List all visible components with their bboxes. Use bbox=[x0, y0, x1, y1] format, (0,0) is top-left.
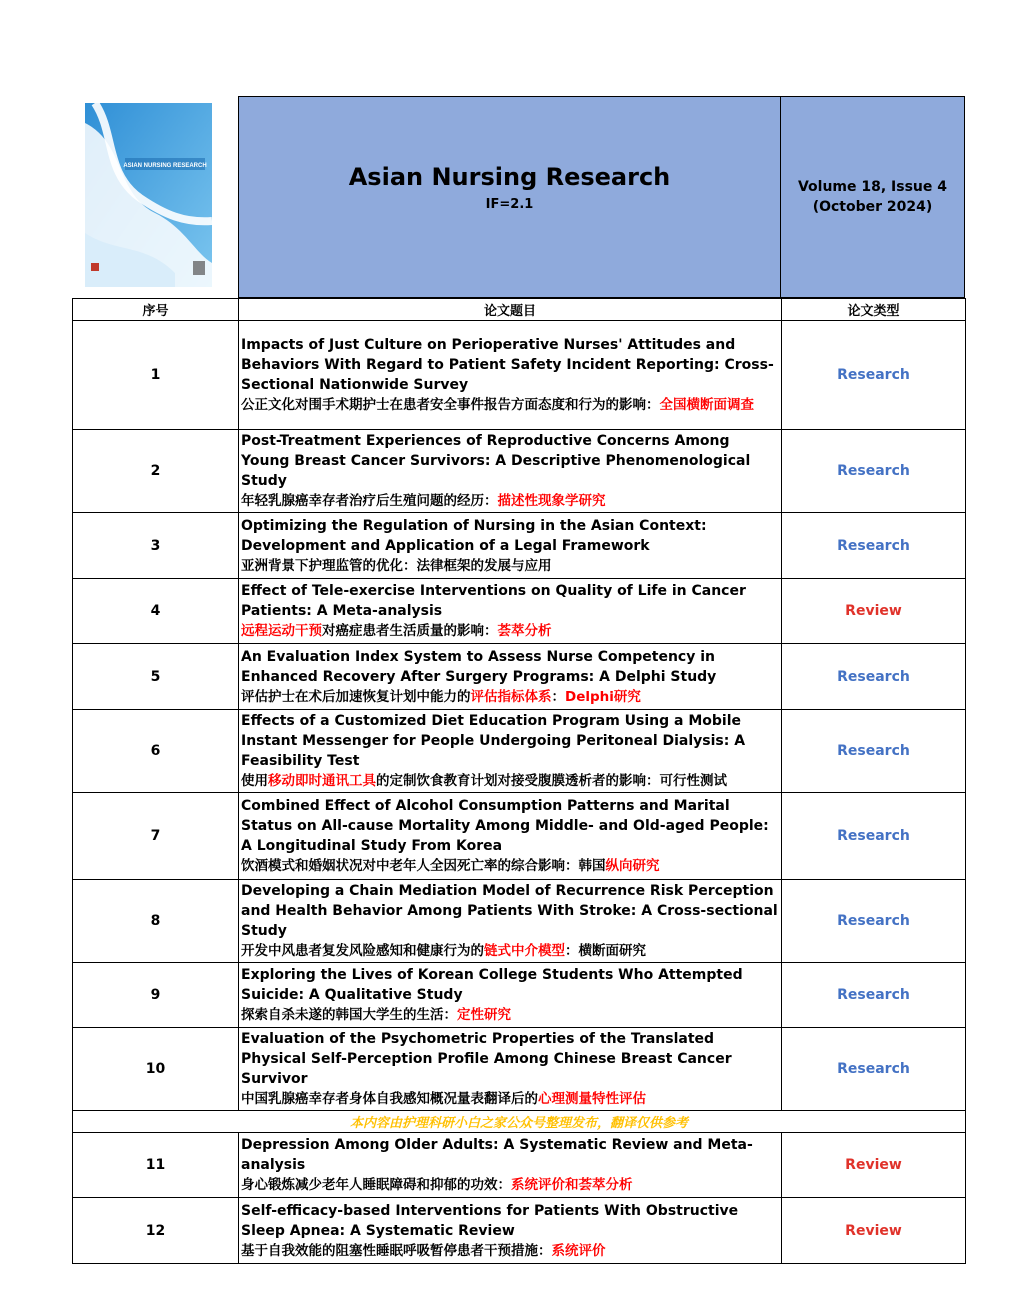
title-chinese-highlight: 链式中介模型 bbox=[484, 943, 565, 959]
journal-header bbox=[238, 96, 781, 298]
title-chinese-highlight: 荟萃分析 bbox=[497, 623, 552, 639]
issue-date: (October 2024) bbox=[812, 199, 933, 215]
title-chinese-highlight: 评估指标体系 bbox=[470, 688, 552, 705]
title-english: Depression Among Older Adults: A Systematic Review and Meta-analysis bbox=[241, 1137, 753, 1173]
title-chinese-segment: 开发中风患者复发风险感知和健康行为的 bbox=[241, 943, 484, 959]
title-chinese-highlight: 移动即时通讯工具 bbox=[268, 773, 376, 789]
row-number: 5 bbox=[73, 644, 239, 710]
title-chinese-segment: 中国乳腺癌幸存者身体自我感知概况量表翻译后的 bbox=[241, 1091, 538, 1107]
title-chinese-highlight: 描述性现象学研究 bbox=[497, 493, 606, 509]
title-chinese-segment: 饮酒模式和婚姻状况对中老年人全因死亡率的综合影响：韩国 bbox=[241, 858, 606, 874]
title-chinese-segment: ：横断面研究 bbox=[565, 943, 646, 959]
article-title bbox=[239, 963, 782, 1028]
table-row bbox=[73, 963, 966, 1028]
article-title bbox=[239, 1028, 782, 1111]
article-type: Research bbox=[782, 963, 966, 1028]
article-title bbox=[239, 644, 782, 710]
title-english: Exploring the Lives of Korean College Students Who Attempted Suicide: A Qualitative Study bbox=[241, 967, 743, 1003]
title-english: Evaluation of the Psychometric Properties of the Translated Physical Self-Perception Profile Among Chinese Breast Cancer Survivor bbox=[241, 1031, 732, 1087]
row-number: 12 bbox=[73, 1198, 239, 1264]
title-chinese bbox=[241, 687, 779, 707]
article-type: Review bbox=[782, 1133, 966, 1198]
table-row bbox=[73, 513, 966, 579]
table-row bbox=[73, 321, 966, 430]
title-chinese-highlight: 定性研究 bbox=[457, 1007, 511, 1023]
row-number: 10 bbox=[73, 1028, 239, 1111]
title-chinese bbox=[241, 856, 779, 876]
title-chinese bbox=[241, 1005, 779, 1025]
article-type: Research bbox=[782, 513, 966, 579]
title-chinese bbox=[241, 621, 779, 641]
row-number: 7 bbox=[73, 793, 239, 880]
notice-row bbox=[73, 1111, 966, 1133]
row-number: 6 bbox=[73, 710, 239, 793]
volume-issue: Volume 18, Issue 4 bbox=[797, 179, 948, 195]
title-chinese bbox=[241, 771, 779, 791]
row-number: 3 bbox=[73, 513, 239, 579]
row-number: 11 bbox=[73, 1133, 239, 1198]
title-chinese-segment: 年轻乳腺癌幸存者治疗后生殖问题的经历： bbox=[241, 493, 498, 509]
title-chinese-segment: ： bbox=[551, 688, 565, 705]
title-chinese bbox=[241, 491, 779, 511]
cover-title: ASIAN NURSING RESEARCH bbox=[123, 163, 207, 169]
table-row bbox=[73, 579, 966, 644]
article-title bbox=[239, 321, 782, 430]
table-row bbox=[73, 644, 966, 710]
title-english: Impacts of Just Culture on Perioperative Nurses' Attitudes and Behaviors With Regard to Patient Safety Incident Reporting: Cross-Sectional Nationwide Survey bbox=[241, 337, 774, 393]
title-chinese-highlight: 全国横断面调查 bbox=[659, 397, 754, 413]
row-number: 1 bbox=[73, 321, 239, 430]
title-chinese bbox=[241, 1175, 779, 1195]
title-english: Self-efficacy-based Interventions for Patients With Obstructive Sleep Apnea: A Systematic Review bbox=[241, 1202, 739, 1239]
article-title bbox=[239, 430, 782, 513]
table-header-row bbox=[73, 299, 966, 321]
table-row bbox=[73, 1198, 966, 1264]
impact-factor: IF=2.1 bbox=[485, 197, 534, 212]
table-row bbox=[73, 710, 966, 793]
journal-cover bbox=[85, 103, 212, 287]
title-chinese-segment: 身心锻炼减少老年人睡眠障碍和抑郁的功效： bbox=[241, 1177, 511, 1193]
title-english: Effect of Tele-exercise Interventions on Quality of Life in Cancer Patients: A Meta-analysis bbox=[241, 583, 746, 619]
journal-cover-art bbox=[85, 103, 212, 287]
title-chinese bbox=[241, 395, 779, 415]
article-type: Review bbox=[782, 1198, 966, 1264]
article-type: Research bbox=[782, 710, 966, 793]
article-table bbox=[72, 298, 966, 1264]
volume-info bbox=[781, 96, 965, 298]
header-number: 序号 bbox=[73, 299, 239, 321]
title-chinese-segment: 的定制饮食教育计划对接受腹膜透析者的影响：可行性测试 bbox=[376, 773, 727, 789]
article-title bbox=[239, 880, 782, 963]
title-chinese bbox=[241, 941, 779, 961]
title-chinese bbox=[241, 1089, 779, 1109]
row-number: 2 bbox=[73, 430, 239, 513]
title-chinese-highlight: 系统评价 bbox=[551, 1242, 606, 1259]
article-type: Research bbox=[782, 880, 966, 963]
title-english: Developing a Chain Mediation Model of Recurrence Risk Perception and Health Behavior Among Patients With Stroke: A Cross-sectional Study bbox=[241, 883, 778, 939]
article-type: Review bbox=[782, 579, 966, 644]
row-number: 4 bbox=[73, 579, 239, 644]
article-type: Research bbox=[782, 430, 966, 513]
table-row bbox=[73, 1028, 966, 1111]
article-title bbox=[239, 513, 782, 579]
title-chinese-highlight: Delphi研究 bbox=[565, 688, 641, 705]
title-chinese-segment: 对癌症患者生活质量的影响： bbox=[322, 623, 498, 639]
article-title bbox=[239, 710, 782, 793]
article-title bbox=[239, 1198, 782, 1264]
article-title bbox=[239, 1133, 782, 1198]
title-chinese-segment: 亚洲背景下护理监管的优化：法律框架的发展与应用 bbox=[241, 557, 552, 574]
article-type: Research bbox=[782, 1028, 966, 1111]
article-title bbox=[239, 793, 782, 880]
table-row bbox=[73, 1133, 966, 1198]
title-english: Effects of a Customized Diet Education Program Using a Mobile Instant Messenger for People Undergoing Peritoneal Dialysis: A Feasibility Test bbox=[241, 713, 746, 769]
article-type: Research bbox=[782, 644, 966, 710]
row-number: 8 bbox=[73, 880, 239, 963]
title-chinese-segment: 探索自杀未遂的韩国大学生的生活： bbox=[241, 1007, 457, 1023]
title-chinese-highlight: 心理测量特性评估 bbox=[538, 1091, 646, 1107]
title-chinese-segment: 基于自我效能的阻塞性睡眠呼吸暂停患者干预措施： bbox=[241, 1242, 552, 1259]
title-english: Combined Effect of Alcohol Consumption Patterns and Marital Status on All-cause Mortality Among Middle- and Old-aged People: A Longitudinal Study From Korea bbox=[241, 798, 769, 854]
journal-name: Asian Nursing Research bbox=[348, 163, 671, 191]
title-chinese-highlight: 纵向研究 bbox=[605, 858, 660, 874]
header-title: 论文题目 bbox=[239, 299, 782, 321]
title-english: Optimizing the Regulation of Nursing in the Asian Context: Development and Application of a Legal Framework bbox=[241, 517, 707, 554]
row-number: 9 bbox=[73, 963, 239, 1028]
table-row bbox=[73, 793, 966, 880]
title-chinese-highlight: 远程运动干预 bbox=[241, 623, 322, 639]
title-english: Post-Treatment Experiences of Reproductive Concerns Among Young Breast Cancer Survivors: A Descriptive Phenomenological Study bbox=[241, 433, 751, 489]
title-chinese-highlight: 系统评价和荟萃分析 bbox=[511, 1177, 633, 1193]
notice-text: 本内容由护理科研小白之家公众号整理发布，翻译仅供参考 bbox=[73, 1111, 966, 1133]
header-type: 论文类型 bbox=[782, 299, 966, 321]
title-chinese-segment: 评估护士在术后加速恢复计划中能力的 bbox=[241, 688, 471, 705]
article-type: Research bbox=[782, 793, 966, 880]
table-row bbox=[73, 430, 966, 513]
title-chinese bbox=[241, 1241, 779, 1261]
title-chinese-segment: 公正文化对围手术期护士在患者安全事件报告方面态度和行为的影响： bbox=[241, 397, 660, 413]
article-title bbox=[239, 579, 782, 644]
table-row bbox=[73, 880, 966, 963]
title-chinese-segment: 使用 bbox=[241, 773, 268, 789]
title-english: An Evaluation Index System to Assess Nurse Competency in Enhanced Recovery After Surgery Programs: A Delphi Study bbox=[241, 648, 717, 685]
title-chinese bbox=[241, 556, 779, 576]
article-type: Research bbox=[782, 321, 966, 430]
